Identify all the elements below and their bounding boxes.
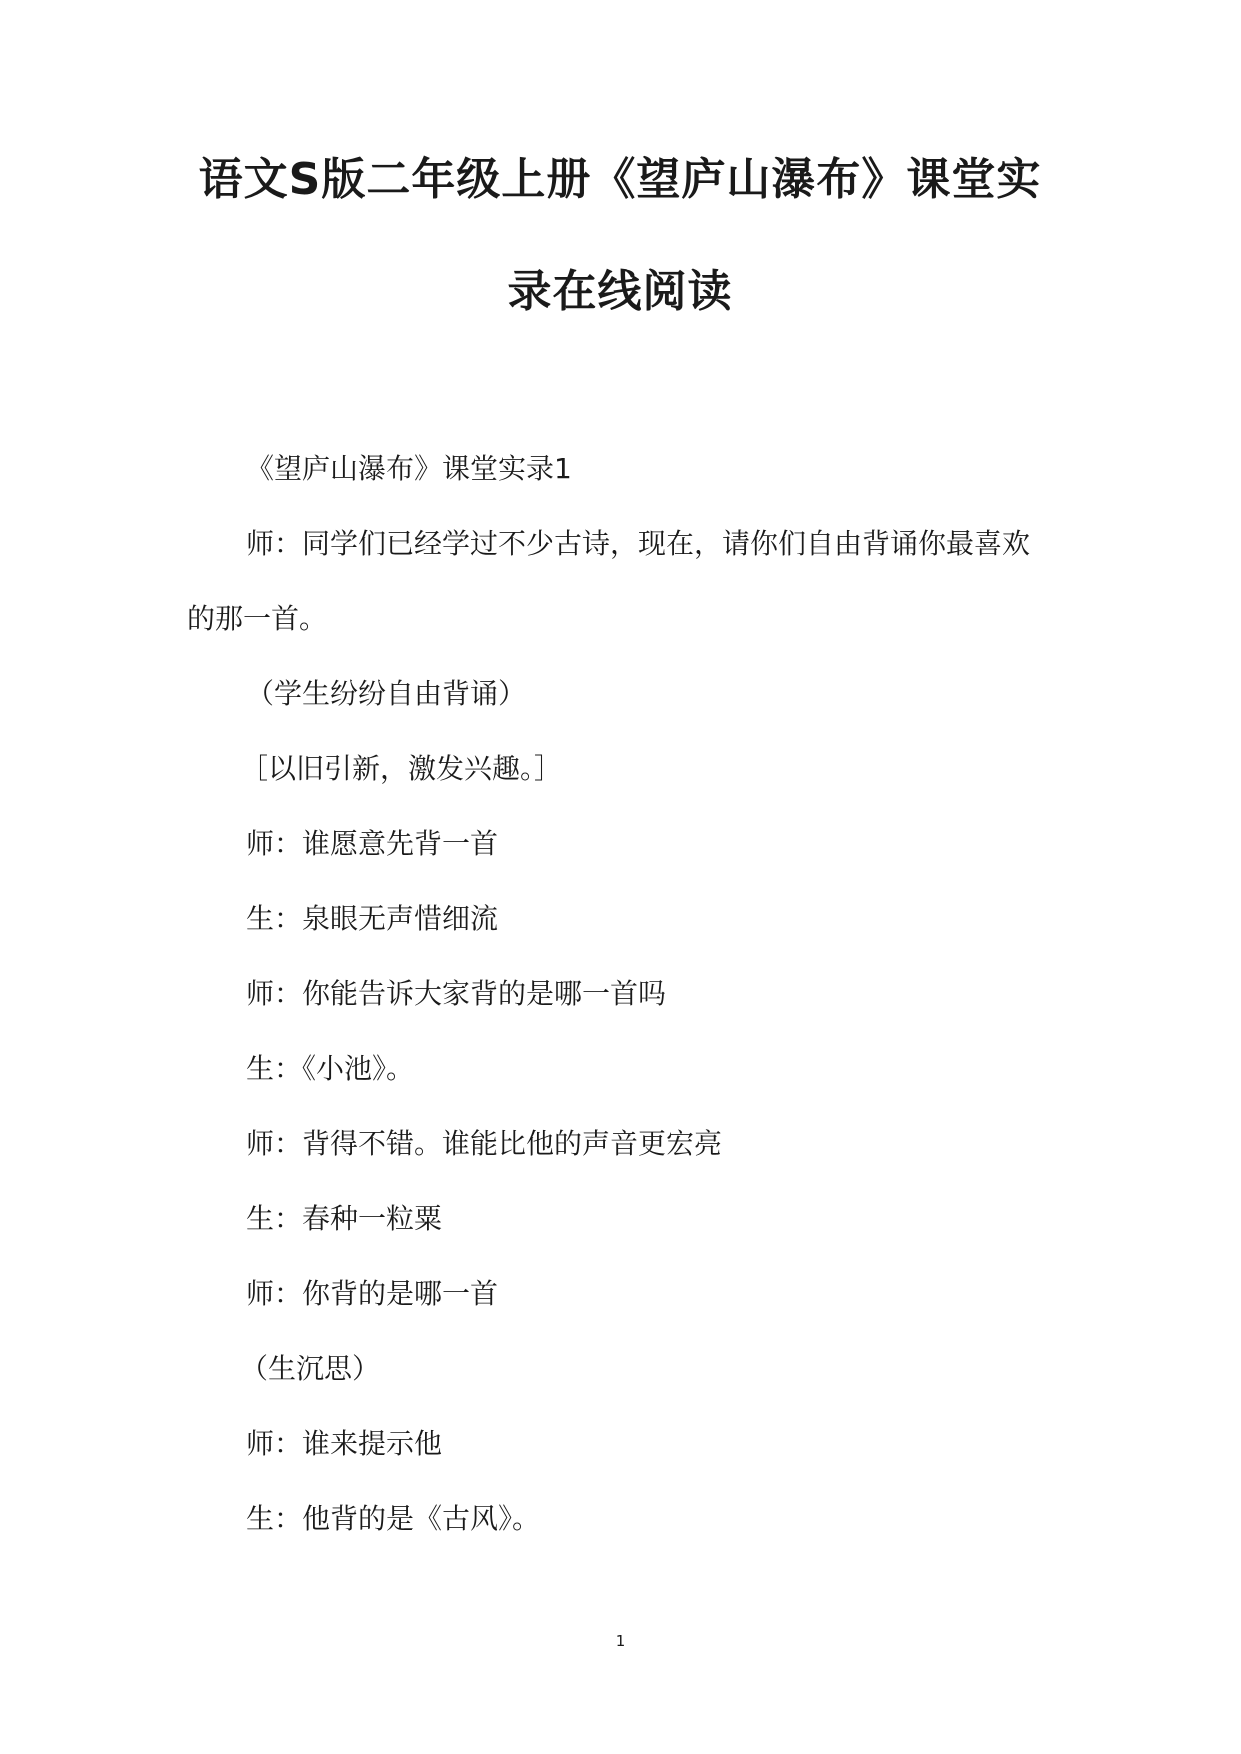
teaching-note: ［以旧引新，激发兴趣。］ — [240, 752, 563, 785]
paragraph: 生：他背的是《古风》。 — [246, 1502, 541, 1535]
paragraph: 师：背得不错。谁能比他的声音更宏亮 — [246, 1127, 723, 1160]
stage-direction: （生沉思） — [240, 1352, 381, 1385]
document-title-line-1: 语文S版二年级上册《望庐山瀑布》课堂实 — [198, 154, 1042, 205]
paragraph: 师：同学们已经学过不少古诗，现在，请你们自由背诵你最喜欢 — [246, 527, 1031, 560]
document-title-line-2: 录在线阅读 — [507, 266, 733, 317]
page-number: 1 — [615, 1632, 626, 1650]
paragraph: 师：谁来提示他 — [246, 1427, 443, 1460]
paragraph: 生：《小池》。 — [246, 1052, 415, 1085]
paragraph: 师：你能告诉大家背的是哪一首吗 — [246, 977, 667, 1010]
stage-direction: （学生纷纷自由背诵） — [246, 677, 527, 710]
paragraph: 生：春种一粒粟 — [246, 1202, 443, 1235]
section-heading: 《望庐山瀑布》课堂实录1 — [246, 452, 572, 485]
paragraph-continuation: 的那一首。 — [187, 602, 328, 635]
paragraph: 师：谁愿意先背一首 — [246, 827, 499, 860]
paragraph: 生：泉眼无声惜细流 — [246, 902, 499, 935]
paragraph: 师：你背的是哪一首 — [246, 1277, 499, 1310]
